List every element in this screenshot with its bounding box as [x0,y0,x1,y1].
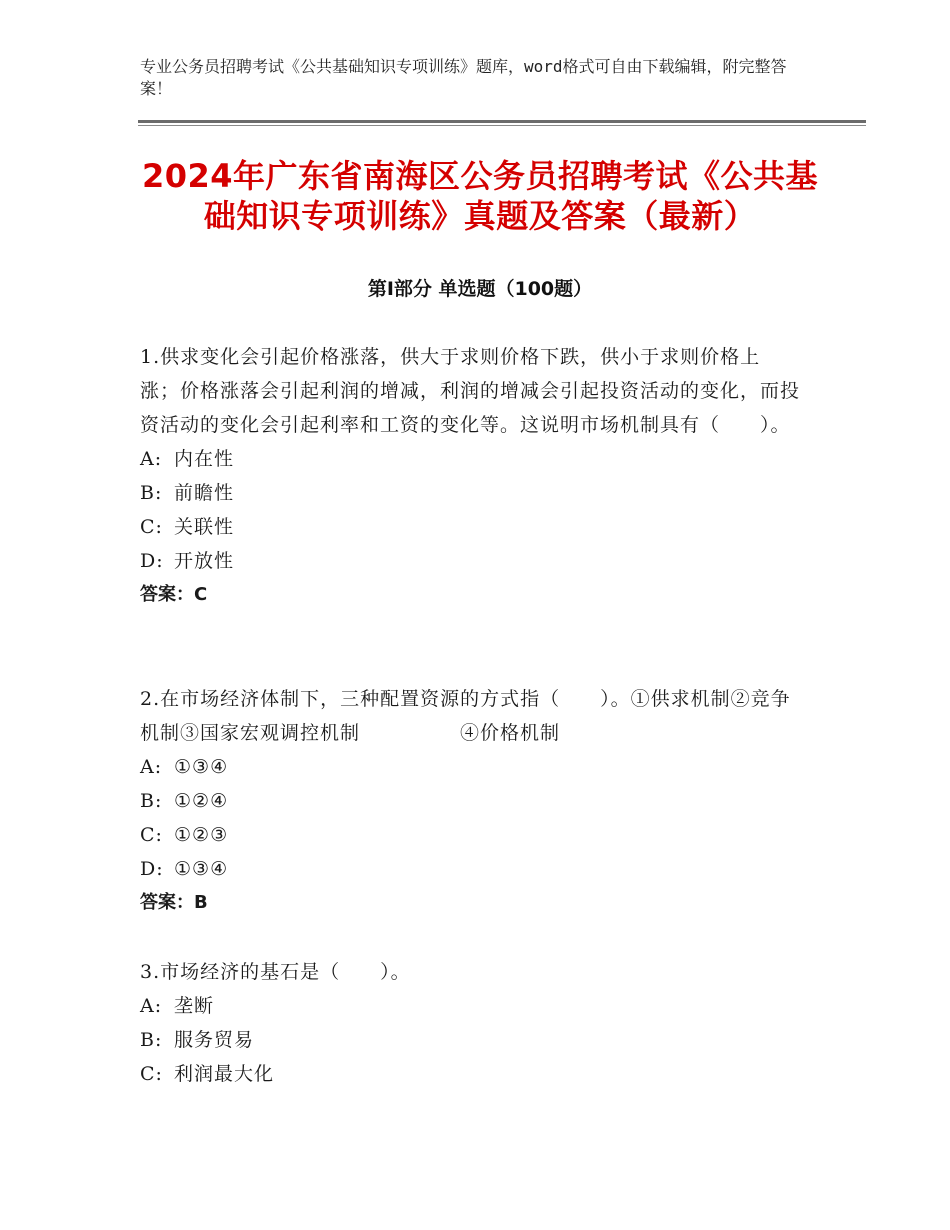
section-title: 第Ⅰ部分 单选题（100题） [367,278,593,300]
option-text: ①③④ [174,756,229,778]
option-a [140,442,800,476]
document-title: 2024年广东省南海区公务员招聘考试《公共基础知识专项训练》真题及答案（最新） [141,157,819,235]
option-a [140,989,800,1023]
question-stem: 3.市场经济的基石是（ ）。 [140,961,411,983]
option-d [140,852,800,886]
option-c [140,1057,800,1091]
question-stem: 1.供求变化会引起价格涨落，供大于求则价格下跌，供小于求则价格上涨；价格涨落会引起利润的增减，利润的增减会引起投资活动的变化，而投资活动的变化会引起利率和工资的变化等。这说明市场机制具有（ ）。 [140,346,801,436]
option-key: C: [140,824,163,846]
answer: 答案：B [140,892,208,913]
option-b [140,784,800,818]
option-b [140,476,800,510]
question-stem: 2.在市场经济体制下，三种配置资源的方式指（ ）。①供求机制②竞争机制③国家宏观调控机制 ④价格机制 [140,688,791,744]
option-key: D: [140,550,164,572]
option-a [140,750,800,784]
option-c [140,510,800,544]
option-key: C: [140,1063,163,1085]
option-text: ①②③ [174,824,229,846]
option-text: 关联性 [174,516,235,538]
option-text: 垄断 [174,995,215,1017]
option-key: A: [140,448,163,470]
option-key: B: [140,790,163,812]
header-rule-thin [138,125,866,126]
option-d [140,544,800,578]
option-text: 利润最大化 [174,1063,275,1085]
option-text: 内在性 [174,448,235,470]
answer: 答案：C [140,584,208,605]
option-key: A: [140,756,163,778]
header-rule-thick [138,120,866,123]
question-1 [140,340,800,612]
option-key: B: [140,1029,163,1051]
option-key: A: [140,995,163,1017]
option-key: B: [140,482,163,504]
header-note: 专业公务员招聘考试《公共基础知识专项训练》题库，word格式可自由下载编辑，附完整答案！ [140,57,787,98]
option-text: ①②④ [174,790,229,812]
option-b [140,1023,800,1057]
option-c [140,818,800,852]
question-2 [140,682,800,920]
option-key: C: [140,516,163,538]
option-text: 服务贸易 [174,1029,255,1051]
option-key: D: [140,858,164,880]
question-3 [140,955,800,1091]
option-text: 开放性 [174,550,235,572]
option-text: 前瞻性 [174,482,235,504]
option-text: ①③④ [174,858,229,880]
